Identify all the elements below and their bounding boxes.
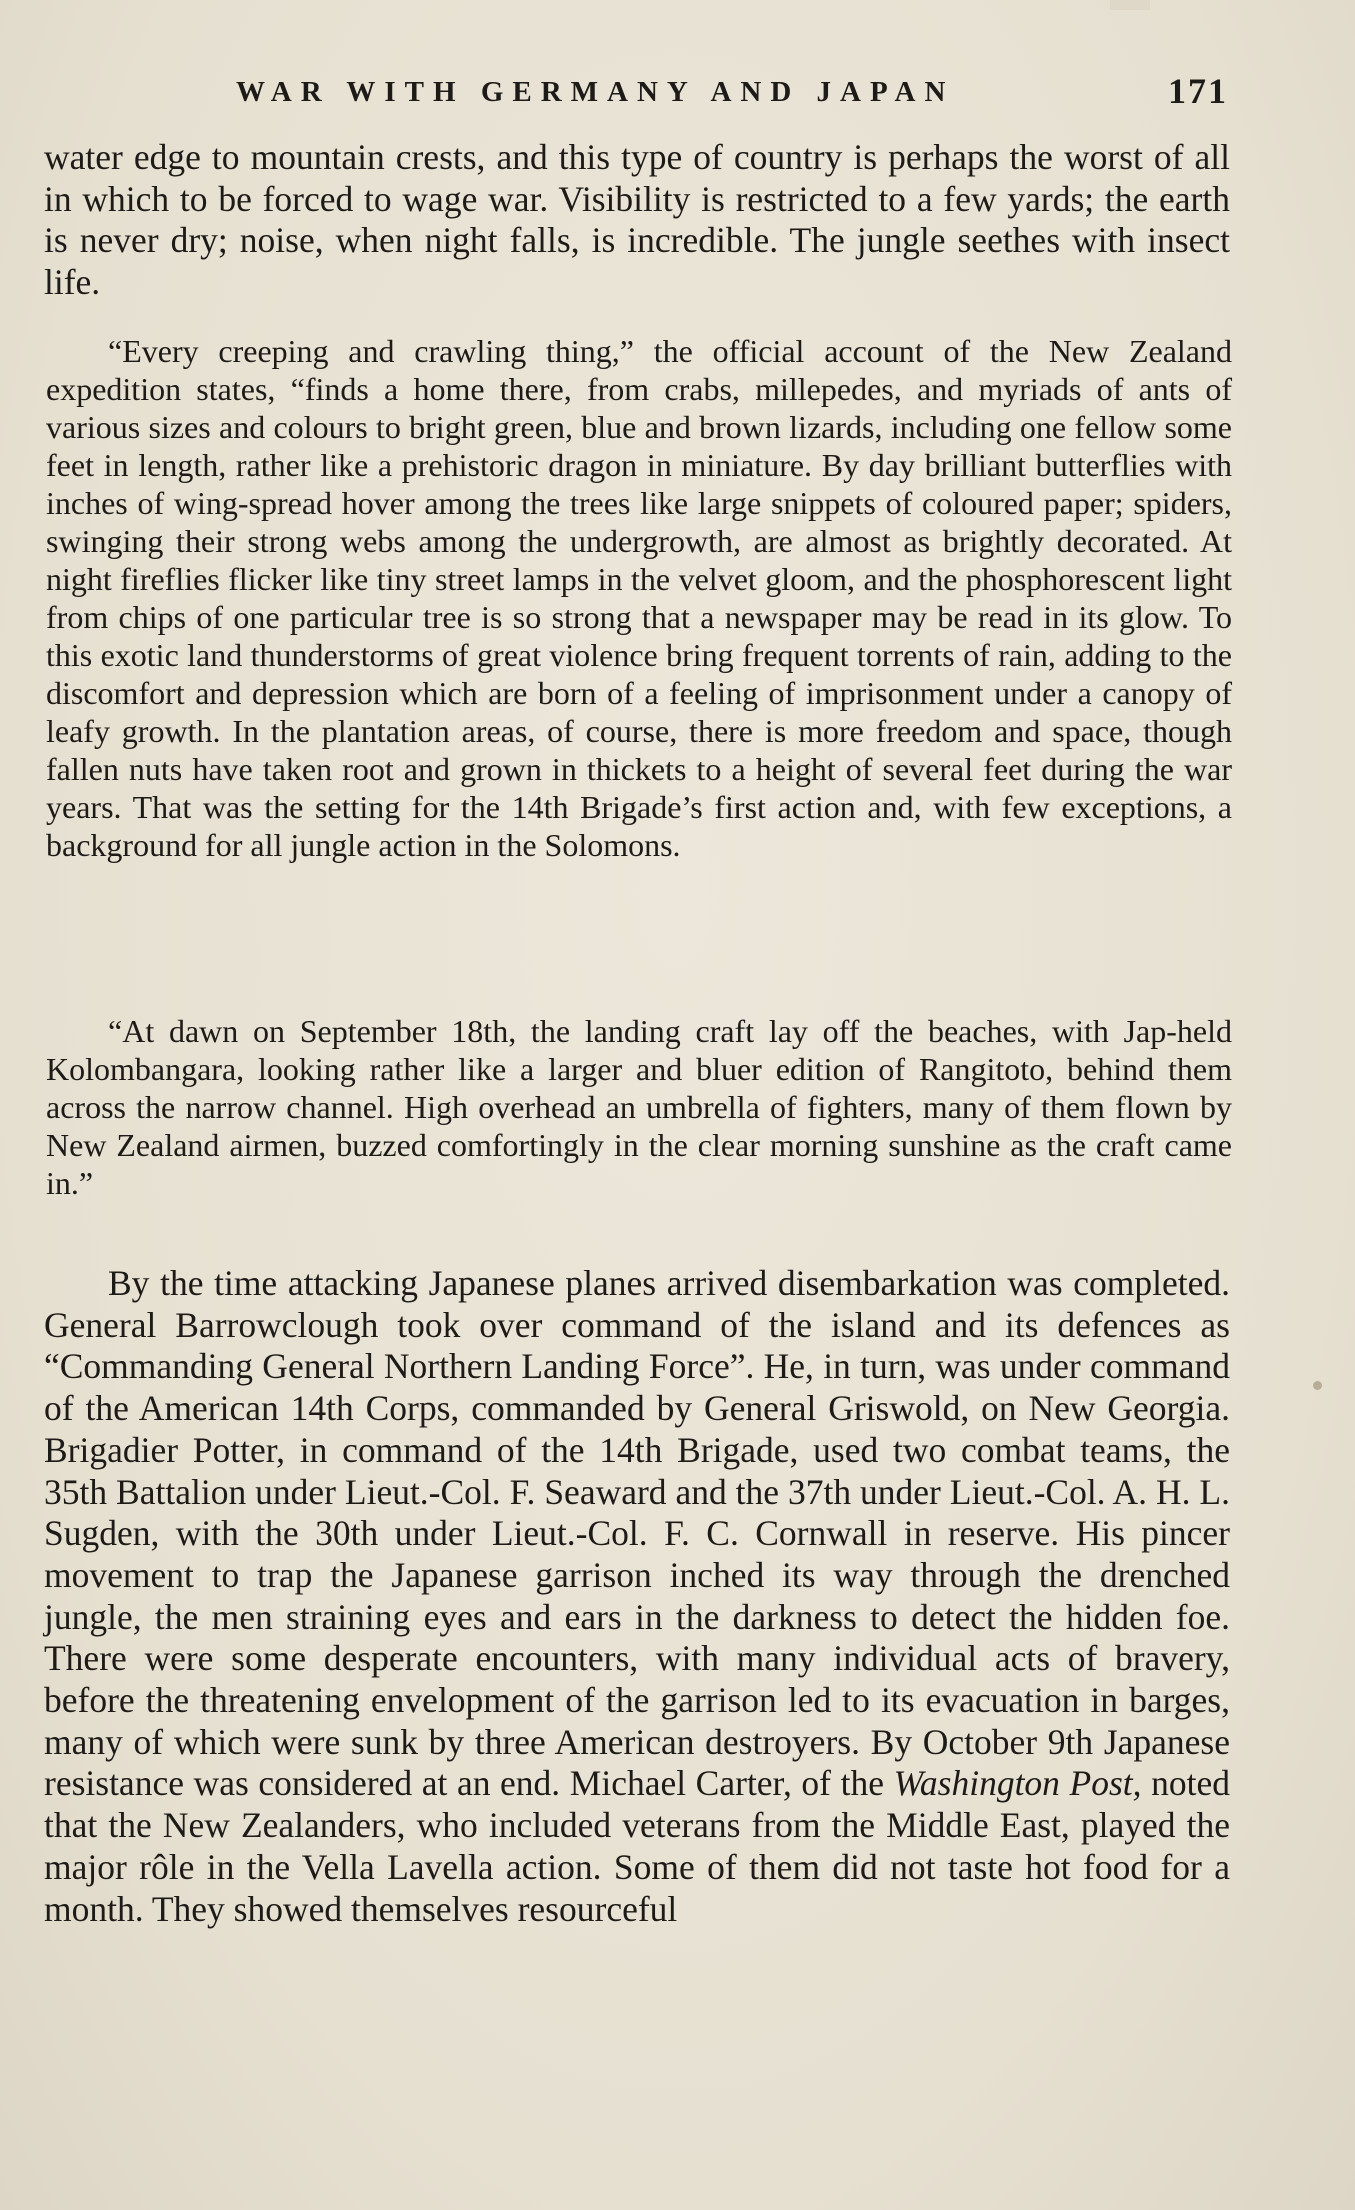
page-speck [1313, 1381, 1322, 1390]
quoted-paragraph-landing: “At dawn on September 18th, the landing craft lay off the beaches, with Jap-held Kolombangara, looking rather like a larger and bluer edition of Rangitoto, behind them across the narrow channel. High overhead an umbrella of fighters, many of them flown by New Zealand airmen, buzzed comfortingly in the clear morning sunshine as the craft came in.” [46, 1013, 1232, 1201]
paragraph-text-part-2: noted that the New Zealanders, who included veterans from the Middle East, played the major rôle in the Vella Lavella action. Some of them did not taste hot food for a month. They showed themselves resourceful [44, 1763, 1230, 1929]
page-stain [1110, 0, 1150, 10]
quoted-paragraph-jungle: “Every creeping and crawling thing,” the official account of the New Zealand expedition states, “finds a home there, from crabs, millepedes, and myriads of ants of various sizes and colours to bright green, blue and brown lizards, including one fellow some feet in length, rather like a prehistoric dragon in miniature. By day brilliant butterflies with inches of wing-spread hover among the trees like large snippets of coloured paper; spiders, swinging their strong webs among the undergrowth, are almost as brightly decorated. At night fireflies flicker like tiny street lamps in the velvet gloom, and the phosphorescent light from chips of one particular tree is so strong that a newspaper may be read in its glow. To this exotic land thunderstorms of great violence bring frequent torrents of rain, adding to the discomfort and depression which are born of a feeling of imprisonment under a canopy of leafy growth. In the plantation areas, of course, there is more freedom and space, though fallen nuts have taken root and grown in thickets to a height of several feet during the war years. That was the setting for the 14th Brigade’s first action and, with few exceptions, a background for all jungle action in the Solomons. [46, 333, 1232, 863]
body-paragraph-disembarkation [44, 1263, 1230, 1930]
newspaper-title: Washington Post, [893, 1763, 1142, 1804]
body-paragraph-continued: water edge to mountain crests, and this type of country is perhaps the worst of all in which to be forced to wage war. Visibility is restricted to a few yards; the earth is never dry; noise, when night falls, is incredible. The jungle seethes with insect life. [44, 137, 1230, 303]
running-title: WAR WITH GERMANY AND JAPAN [236, 76, 955, 108]
page-number: 171 [1168, 71, 1228, 111]
paragraph-text-part-1: By the time attacking Japanese planes arrived disembarkation was completed. General Barrowclough took over command of the island and its defences as “Commanding General Northern Landing Force”. He, in turn, was under command of the American 14th Corps, commanded by General Griswold, on New Georgia. Brigadier Potter, in command of the 14th Brigade, used two combat teams, the 35th Battalion under Lieut.-Col. F. Seaward and the 37th under Lieut.-Col. A. H. L. Sugden, with the 30th under Lieut.-Col. F. C. Cornwall in reserve. His pincer movement to trap the Japanese garrison inched its way through the drenched jungle, the men straining eyes and ears in the darkness to detect the hidden foe. There were some desperate encounters, with many individual acts of bravery, before the threatening envelopment of the garrison led to its evacuation in barges, many of which were sunk by three American destroyers. By October 9th Japanese resistance was considered at an end. Michael Carter, of the [44, 1263, 1230, 1804]
